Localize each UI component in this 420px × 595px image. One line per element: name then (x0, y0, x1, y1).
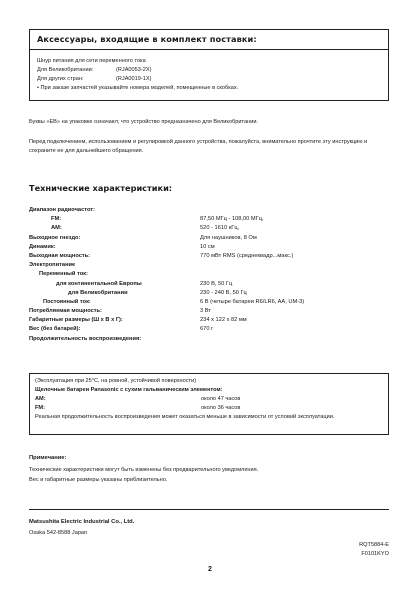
spec-label: для Великобритании (68, 289, 128, 296)
spec-label: Переменный ток: (39, 271, 88, 278)
accessories-box (29, 29, 389, 101)
battery-type: Щелочные батареи Panasonic с сухим гальваническим элементом: (35, 387, 223, 393)
accessories-title: Аксессуары, входящие в комплект поставки: (37, 34, 257, 44)
note-line: Технические характеристики могут быть изменены без предварительного уведомления. (29, 467, 259, 473)
spec-value: 6 В (четыре батареи R6/LR6, AA, UM-3) (200, 298, 305, 305)
document-code: RQT5884-E (359, 542, 389, 548)
spec-label: Постоянный ток: (43, 298, 91, 305)
print-code: F0101KYO (361, 551, 389, 557)
other-cord-label: Для других стран: (37, 76, 84, 82)
power-cord-line: Шнур питания для сети переменного тока (37, 58, 146, 64)
fm-duration-row (35, 404, 385, 413)
accessories-list (37, 57, 238, 93)
uk-cord-code: (RJA0053-2X) (116, 67, 152, 73)
am-duration: около 47 часов (201, 396, 241, 402)
spec-label: AM: (51, 225, 62, 232)
spec-row (29, 307, 389, 316)
spec-row (29, 224, 389, 233)
spec-label: Динамик: (29, 243, 56, 250)
notes (29, 465, 258, 485)
page-number: 2 (208, 566, 212, 573)
note-line: Вес и габаритные размеры указаны приблизительно. (29, 477, 168, 483)
spec-row (29, 298, 389, 307)
company-name: Matsushita Electric Industrial Co., Ltd. (29, 519, 135, 525)
spec-row (29, 252, 389, 261)
spec-row (29, 325, 389, 334)
other-cord-line (37, 75, 238, 84)
spec-label: Продолжительность воспроизведения: (29, 335, 142, 342)
spec-value: 520 - 1610 кГц, (200, 225, 240, 232)
eb-note: Буквы «EB» на упаковке означают, что устройство предназначено для Великобритании. (29, 119, 258, 125)
spec-label: Габаритные размеры (Ш x В x Г): (29, 317, 123, 324)
spec-label: для континентальной Европы (56, 280, 142, 287)
spec-label: Потребляемая мощность: (29, 308, 102, 315)
note-title: Примечание: (29, 455, 67, 461)
parts-note: • При заказе запчастей указывайте номера моделей, помещенные в скобках. (37, 85, 239, 91)
spec-value: 670 г (200, 326, 214, 333)
real-duration-note: Реальная продолжительность воспроизведения может оказаться меньше в зависимости от условий эксплуатации. (35, 414, 335, 420)
operation-box (29, 373, 389, 435)
operation-content (35, 377, 385, 422)
spec-row (29, 234, 389, 243)
fm-duration: около 36 часов (201, 405, 241, 411)
spec-value: 230 - 240 В, 50 Гц (200, 289, 247, 296)
accessories-divider (30, 49, 388, 50)
uk-cord-line (37, 66, 238, 75)
spec-value: 230 В, 50 Гц (200, 280, 233, 287)
spec-label: Диапазон радиочастот: (29, 207, 95, 213)
spec-value: Для наушников, 8 Ом (200, 234, 257, 241)
am-duration-row (35, 395, 385, 404)
footer-divider (29, 509, 389, 510)
spec-value: 87,50 МГц - 108,00 МГц, (200, 216, 264, 223)
spec-row (29, 316, 389, 325)
spec-row (29, 289, 389, 298)
spec-label: Электропитание (29, 262, 76, 269)
spec-label: Выходная мощность: (29, 252, 91, 259)
fm-label: FM: (35, 405, 45, 411)
specs-title: Технические характеристики: (29, 183, 173, 193)
spec-label: Выходное гнездо: (29, 234, 81, 241)
spec-label: FM: (51, 216, 62, 223)
spec-label: Вес (без батарей): (29, 326, 81, 333)
company-address: Osaka 542-8588 Japan (29, 530, 88, 536)
spec-row (29, 206, 389, 215)
spec-value: 3 Вт (200, 308, 211, 315)
specs-table (29, 206, 389, 344)
spec-value: 770 мВт RMS (среднеквадр...макс.) (200, 252, 294, 259)
operation-condition: (Эксплуатация при 25°C, на ровной, устойчивой поверхности) (35, 378, 197, 384)
intro-paragraph: Перед подключением, использованием и регулировкой данного устройства, пожалуйста, внимательно прочтите эту инструкцию и сохраните ее для дальнейшего обращения. (29, 139, 368, 154)
am-label: AM: (35, 396, 46, 402)
spec-value: 234 x 122 x 82 мм (200, 317, 247, 324)
spec-row (29, 261, 389, 270)
uk-cord-label: Для Великобритании: (37, 67, 94, 73)
other-cord-code: (RJA0019-1X) (116, 76, 152, 82)
spec-row (29, 243, 389, 252)
spec-row (29, 335, 389, 344)
spec-value: 10 см (200, 243, 215, 250)
spec-row (29, 215, 389, 224)
spec-row (29, 280, 389, 289)
spec-row (29, 270, 389, 279)
